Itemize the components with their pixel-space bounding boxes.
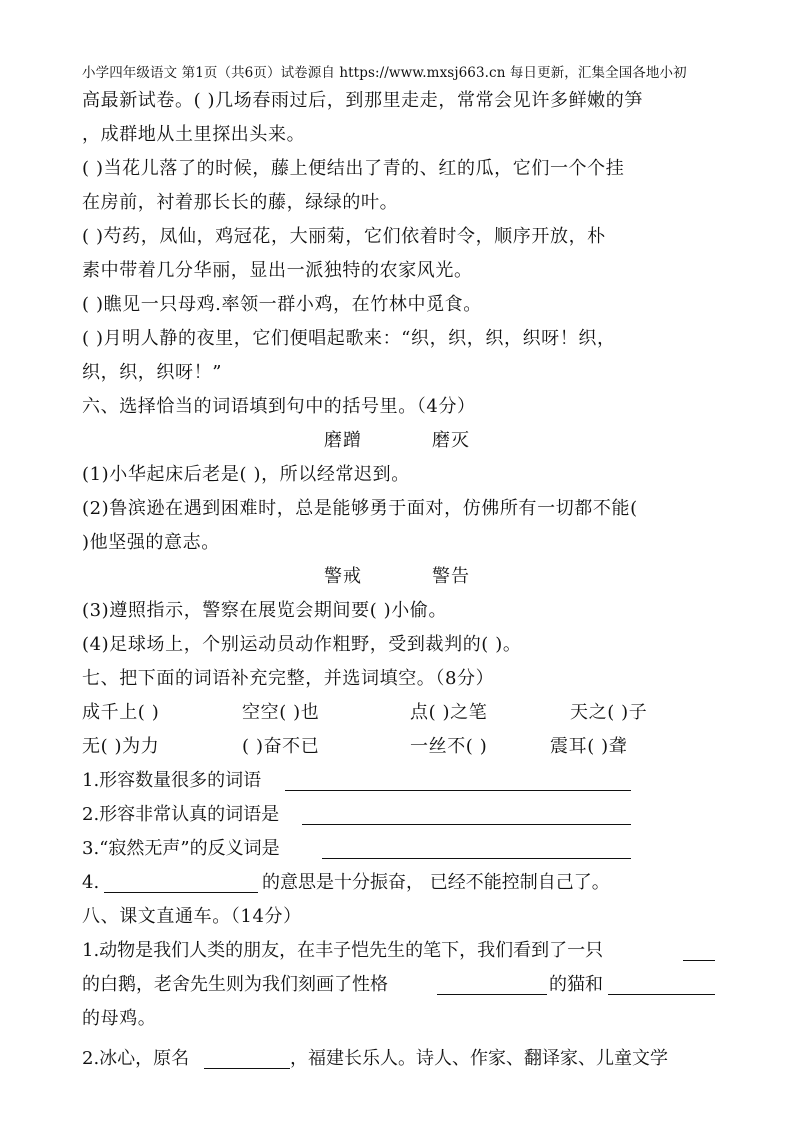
answer-blank[interactable] xyxy=(302,802,631,825)
answer-blank[interactable] xyxy=(437,972,547,995)
question-text: 1.动物是我们人类的朋友，在丰子恺先生的笔下，我们看到了一只 xyxy=(82,940,604,961)
idiom-item: 一丝不( ) xyxy=(410,736,488,757)
sentence-line: ( )芍药，凤仙，鸡冠花，大丽菊，它们依着时令，顺序开放，朴 xyxy=(82,226,606,247)
question-text: 3.“寂然无声”的反义词是 xyxy=(82,838,280,859)
question-6-1: (1)小华起床后老是( )，所以经常迟到。 xyxy=(82,464,410,485)
question-7-2 xyxy=(82,798,717,832)
sentence-line: 高最新试卷。( )几场春雨过后，到那里走走，常常会见许多鲜嫩的笋 xyxy=(82,90,643,111)
idiom-item: 点( )之笔 xyxy=(410,702,488,723)
sentence-line: ( )当花儿落了的时候，藤上便结出了青的、红的瓜，它们一个个挂 xyxy=(82,158,625,179)
idiom-item: ( )奋不已 xyxy=(242,736,320,757)
sentence-line: 织，织，织呀！” xyxy=(82,362,223,383)
idiom-item: 无( )为力 xyxy=(82,736,160,757)
sentence-line: 在房前，衬着那长长的藤，绿绿的叶。 xyxy=(82,192,399,213)
question-text: 2.冰心，原名 xyxy=(82,1048,190,1069)
answer-blank[interactable] xyxy=(104,870,258,893)
word-choice-pair-1 xyxy=(82,424,717,458)
sentence-line: ( )月明人静的夜里，它们便唱起歌来：“织，织，织，织呀！织， xyxy=(82,328,616,349)
answer-blank[interactable] xyxy=(683,938,715,961)
idiom-row-1 xyxy=(82,696,717,730)
question-8-1-cont xyxy=(82,968,717,1002)
section-8-title: 八、课文直通车。（14分） xyxy=(82,906,302,927)
question-8-2 xyxy=(82,1042,717,1076)
question-8-1 xyxy=(82,934,717,968)
sentence-line: ( )瞧见一只母鸡.率领一群小鸡，在竹林中觅食。 xyxy=(82,294,482,315)
sentence-line: ，成群地从土里探出头来。 xyxy=(82,124,306,145)
question-7-3 xyxy=(82,832,717,866)
question-6-4: (4)足球场上，个别运动员动作粗野，受到裁判的( )。 xyxy=(82,634,522,655)
section-6-title: 六、选择恰当的词语填到句中的括号里。（4分） xyxy=(82,396,476,417)
question-6-3: (3)遵照指示，警察在展览会期间要( )小偷。 xyxy=(82,600,448,621)
question-text: 1.形容数量很多的词语 xyxy=(82,770,262,791)
word-option: 磨灭 xyxy=(432,430,470,451)
question-text: ，福建长乐人。诗人、作家、翻译家、儿童文学 xyxy=(290,1048,668,1069)
word-option: 警戒 xyxy=(324,566,362,587)
page-header-source: 小学四年级语文 第1页（共6页）试卷源自 https://www.mxsj663.cn 每日更新，汇集全国各地小初 xyxy=(82,65,687,81)
idiom-row-2 xyxy=(82,730,717,764)
question-text: 4. xyxy=(82,872,100,893)
exam-page xyxy=(82,62,717,1076)
idiom-item: 震耳( )聋 xyxy=(550,736,628,757)
question-text: 2.形容非常认真的词语是 xyxy=(82,804,280,825)
question-text: 的白鹅，老舍先生则为我们刻画了性格 xyxy=(82,974,388,995)
question-6-2-cont: )他坚强的意志。 xyxy=(82,532,220,553)
answer-blank[interactable] xyxy=(285,768,631,791)
word-option: 警告 xyxy=(432,566,470,587)
answer-blank[interactable] xyxy=(322,836,631,859)
idiom-item: 天之( )子 xyxy=(570,702,648,723)
section-7-title: 七、把下面的词语补充完整，并选词填空。（8分） xyxy=(82,668,495,689)
word-option: 磨蹭 xyxy=(324,430,362,451)
question-8-1-end: 的母鸡。 xyxy=(82,1008,157,1029)
question-text: 的猫和 xyxy=(549,974,603,995)
sentence-line: 素中带着几分华丽，显出一派独特的农家风光。 xyxy=(82,260,473,281)
answer-blank[interactable] xyxy=(204,1046,290,1069)
question-7-1 xyxy=(82,764,717,798)
idiom-item: 空空( )也 xyxy=(242,702,320,723)
idiom-item: 成千上( ) xyxy=(82,702,160,723)
word-choice-pair-2 xyxy=(82,560,717,594)
question-6-2: (2)鲁滨逊在遇到困难时，总是能够勇于面对，仿佛所有一切都不能( xyxy=(82,498,638,519)
question-7-4 xyxy=(82,866,717,900)
answer-blank[interactable] xyxy=(608,972,715,995)
question-text: 的意思是十分振奋， 已经不能控制自己了。 xyxy=(262,872,610,893)
